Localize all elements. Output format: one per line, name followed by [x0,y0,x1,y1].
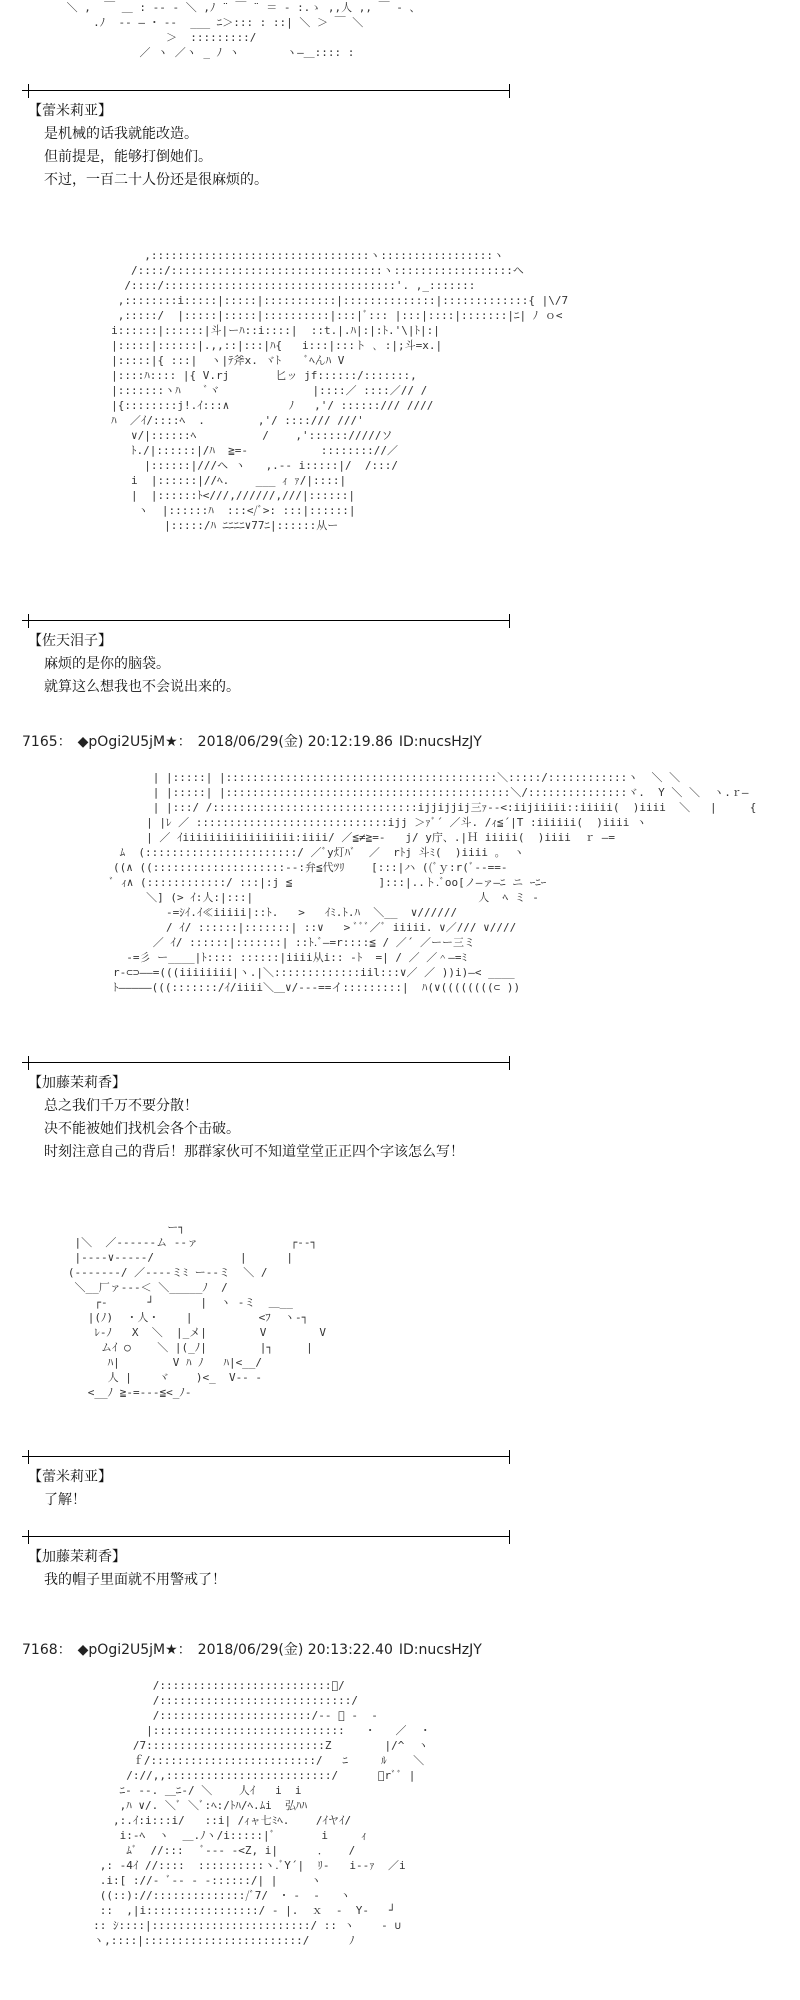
speaker-name: 【佐天泪子】 [28,633,112,649]
dialogue-line: 总之我们千万不要分散！ [44,1098,198,1114]
dialogue-line: 决不能被她们找机会各个击破。 [44,1121,240,1137]
dialogue-line: 时刻注意自己的背后！那群家伙可不知道堂堂正正四个字该怎么写！ [44,1144,464,1160]
post-author: ◆pOgi2U5jM★： [77,1642,192,1658]
ascii-art-saten: ,:::::::::::::::::::::::::::::::::ヽ:::::::::::::::::ヽ /::::/::::::::::::::::::::::::::::::::ヽ::::::::::::::::::ヘ /::::/:::::::::::::::::::::::::::::::::::'. ,_::::::: ,::::::::i:::::|:::::|:::::::::::|::::::::::::::|:::::::::::::{ |\/7 ,:::::/ |:::::|:::::|::::::::::|:::|ﾞ::: |:::|::::|:::::::|ﾆ| ﾉ ｏ< i::::::|::::::|斗|ーﾊ::i::::| ::t.|.ﾊ|:|:ﾄ.'\|ﾄ|:| |:::::|::::::|.,,::|:::|ﾊ{ i:::|:::ト ､ :|;斗=x.| |:::::|{ :::| ヽ|ﾃ斧x. ヾﾄ ﾞﾍんﾊ V |::::ﾊ:::: |{ V.rj 匕ッ jf::::::/:::::::, |:::::::ヽﾊ ﾞヾ |::::／ ::::／// / |{::::::::j!.ｲ:::∧ ﾉ ,'/ ::::::/// //// ﾊ ／ｲ/::::ﾍ . ,'/ ::::/// ///' ∨/|::::::ﾍ / ,':::::://///ソ ﾄ./|::::::|/ﾊ ≧=‐ :::::::://／ |::::::|///ヘ ヽ ,.-- i:::::|/ /:::/ i |::::::|//ﾍ. ___ ｨ ｧ/|::::| | |::::::ﾄ<///,//////,///|::::::| ヽ |::::::ﾊ :::</ﾞ>: :::|::::::| |:::::/ﾊ ﾆﾆﾆﾆ∨77ﾆ|::::::从ー [111,249,569,532]
divider-4 [22,1456,510,1457]
post-header-7165 [22,733,488,751]
dialogue-line: 不过，一百二十人份还是很麻烦的。 [44,172,268,188]
ascii-art-last: /::::::::::::::::::::::::::ﾞ/ /:::::::::::::::::::::::::::::/ /:::::::::::::::::::::::/‐‐ ﾞ ‐ ‐ |::::::::::::::::::::::::::::: ・ ／ ・ /7:::::::::::::::::::::::::::Z |/^ ヽ ｆ/:::::::::::::::::::::::::/ ﾆ ﾙ ＼ /://,,:::::::::::::::::::::::::/ ﾞrﾞﾞ | ﾆ‐ ‐‐. ＿ﾆ‐/ ＼ 人ｲ i i ,ﾊ ∨/. ＼ﾞ ＼ﾞ:ﾍ:/ﾄﾊ/ﾍ.ﾑi 弘ﾊﾊ ,:.ｲ:i:::i/ ::i| /ｨャ七ﾐﾍ. /ｲヤｲ/ i:-ﾍ ヽ ＿.ﾉヽ/i:::::|ﾞ i ｨ ﾑﾞ //::: ﾞ--‐ ‐<Z, i| ． / ,: ‐4ｲ //:::: ::::::::::ヽ.ﾞY´| ﾘ‐ i‐‐ｧ ／i .i:[ ://‐ ﾞ‐‐ ‐ ‐::::::/| | ヽ ((::)://::::::::::::::/ﾞ7/ ･ ‐ ‐ ヽ :: ,|i:::::::::::::::::/ ‐ |. ｘ ‐ Y‐ ┘ :: ｼ::::|::::::::::::::::::::::::/ :: ヽ ‐ ∪ ヽ,::::|::::::::::::::::::::::::/ ﾉ [93,1679,431,1947]
speaker-name: 【加藤茉莉香】 [28,1549,126,1565]
speaker-name: 【蕾米莉亚】 [28,1469,112,1485]
divider-1 [22,90,510,91]
ascii-art-battle: | |:::::| |:::::::::::::::::::::::::::::::::::::::::＼:::::/::::::::::::ヽ ＼ ＼ | |:::::| |:::::::::::::::::::::::::::::::::::::::::::＼/:::::::::::::::ヾ. Y ＼ ＼ ヽ.ｒ― | |:::/ /:::::::::::::::::::::::::::::::ijjijjij三ｧ‐-<:iijiiiii::iiiii( )iiii ＼ | { | |ﾚ ／ :::::::::::::::::::::::::::::ijj ＞ｧﾞ´ ／斗. /ｨ≦´|T :iiiiii( )iiii ヽ | ／ ｲiiiiiiiiiiiiiiiii:iiii/ ／≦≠≧=- j/ y庁、.|Ｈ iiiii( )iiii ｒ ―= ﾑ (:::::::::::::::::::::::/ ／ﾞy灯ﾊﾞ ／ rﾄj 斗ﾐ( )iiii ｡ ヽ ((∧ ((::::::::::::::::::::--:弁≦代ﾂﾘ [:::|ハ ((ﾞｙ:r(ﾞ--==- ﾞ ｨ∧ (::::::::::::/ :::|:j ≦ ]:::|..ト.ﾞoo[ノ―ァ―ﾆ ニ ｰﾆｰ ＼] (> ｲ:人:|:::| 人 ﾍ ミ - -=ｼｲ.ｲ≪iiiii|::ﾄ. > ｲﾐ.ﾄ.ﾊ ＼__ ∨////// / ｲ/ ::::::|:::::::| ::∨ > ﾞﾞﾞ／ﾞ iiiii. ∨／/// ∨//// ／ ｲ/ ::::::|:::::::| ::ﾄ.ﾞ―=r::::≦ / ／´ ／ーー三ミ -=彡 ー____|ﾄ:::: ::::::|iiii从i:: -ﾄ =| / ／ ／＾―=ﾐ r-⊂⊃――=(((iiiiiiii|ヽ.|＼:::::::::::::iil:::∨／ ／ ))i)―< ____ ﾄ―――――(((:::::::/ｲ/iiii＼＿∨/‐-‐==イ:::::::::| ﾊ(∨((((((((⊂ )) [106,771,757,994]
dialogue-block-4 [28,1466,112,1512]
divider-5 [22,1536,510,1537]
dialogue-line: 就算这么想我也不会说出来的。 [44,679,240,695]
post-header-7168 [22,1641,488,1659]
speaker-name: 【蕾米莉亚】 [28,103,112,119]
ascii-art-top: ＼ , ￣ ＿ : -- ‐ ＼ ,ﾉ ¨ ￣ ¨ ＝ ‐ :.ゝ ,,人 ,, ￣ ‐ 、 .ﾉ -- ― ･ -- ___ ﾆ＞::: : ::| ＼ ＞ ￣ ＼ ＞ :::::::::/ ／ ヽ ／ヽ _ ﾉ ヽ ヽ―＿:::: : [66,1,421,59]
post-number: 7168： [22,1642,72,1658]
ascii-art-chibi: ー┐ |＼ ／‐‐‐‐--ム ‐‐ァ ┌‐‐┐ |‐‐‐‐∨‐‐‐‐‐/ | | (‐‐‐‐‐‐‐/ ／‐‐‐‐ミﾐ ー‐‐ミ ＼ / ＼__厂ァ‐‐‐＜ ＼_____ﾉ / ┌‐ ┘ | ヽ ‐ミ ＿__ |(ﾉ) ・人・ | <ﾌ ヽ‐┐ ﾚ‐ﾉ X ＼ |_メ| V V ムｲ ○ ＼ |(_ﾉ| |┐ | ﾊ| V ﾊ ﾉ ﾊ|<__/ 人 | ヾ )<_ V-- ‐ <__ﾉ ≧-=‐‐‐≦<_ﾉ‐ [67,1221,327,1399]
divider-3 [22,1062,510,1063]
post-datetime: 2018/06/29(金) 20:12:19.86 [197,734,393,750]
dialogue-line: 麻烦的是你的脑袋。 [44,656,170,672]
dialogue-block-5 [28,1546,226,1592]
divider-2 [22,620,510,621]
speaker-name: 【加藤茉莉香】 [28,1075,126,1091]
dialogue-line: 但前提是，能够打倒她们。 [44,149,212,165]
dialogue-line: 是机械的话我就能改造。 [44,126,198,142]
dialogue-block-3 [28,1072,464,1164]
post-datetime: 2018/06/29(金) 20:13:22.40 [197,1642,393,1658]
post-number: 7165： [22,734,72,750]
dialogue-line: 了解！ [44,1492,86,1508]
dialogue-block-1 [28,100,268,192]
post-id: ID:nucsHzJY [398,734,482,750]
post-id: ID:nucsHzJY [398,1642,482,1658]
dialogue-block-2 [28,630,240,699]
dialogue-line: 我的帽子里面就不用警戒了！ [44,1572,226,1588]
post-author: ◆pOgi2U5jM★： [77,734,192,750]
